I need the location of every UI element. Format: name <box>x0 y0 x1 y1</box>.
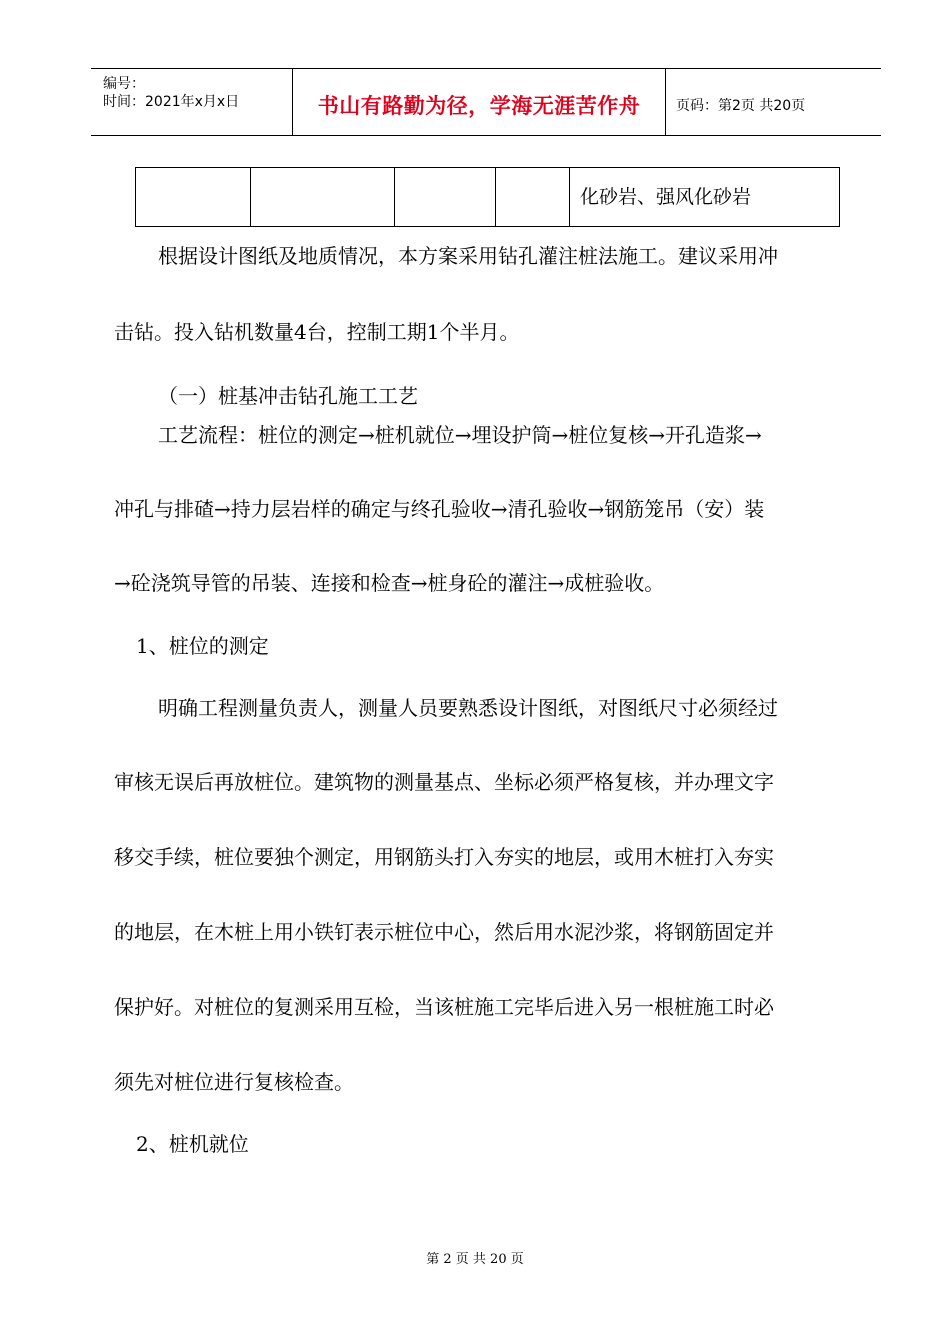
flow-line-2: 冲孔与排碴→持力层岩样的确定与终孔验收→清孔验收→钢筋笼吊（安）装 <box>114 497 765 521</box>
item1-line-1: 明确工程测量负责人，测量人员要熟悉设计图纸，对图纸尺寸必须经过 <box>158 696 778 720</box>
header-motto: 书山有路勤为径，学海无涯苦作舟 <box>317 94 641 118</box>
table-row <box>136 168 840 227</box>
header-number: 编号： <box>103 76 145 92</box>
page-footer: 第 2 页 共 20 页 <box>426 1252 524 1267</box>
item1-line-3: 移交手续，桩位要独个测定，用钢筋头打入夯实的地层，或用木桩打入夯实 <box>114 845 774 869</box>
section-title: （一）桩基冲击钻孔施工工艺 <box>158 384 418 408</box>
item1-line-4: 的地层，在木桩上用小铁钉表示桩位中心，然后用水泥沙浆，将钢筋固定并 <box>114 920 774 944</box>
table-cell: 化砂岩、强风化砂岩 <box>570 168 840 227</box>
item2-title: 2、桩机就位 <box>136 1132 249 1156</box>
geology-table-continuation <box>135 167 840 227</box>
header-meta <box>91 69 293 135</box>
intro-line-2: 击钻。投入钻机数量4台，控制工期1个半月。 <box>114 320 520 344</box>
document-header <box>91 68 881 136</box>
table-cell <box>496 168 570 227</box>
table-cell <box>136 168 251 227</box>
flow-line-1: 工艺流程：桩位的测定→桩机就位→埋设护筒→桩位复核→开孔造浆→ <box>158 423 762 447</box>
intro-line-1: 根据设计图纸及地质情况，本方案采用钻孔灌注桩法施工。建议采用冲 <box>158 244 778 268</box>
item1-line-6: 须先对桩位进行复核检查。 <box>114 1070 354 1094</box>
item1-line-2: 审核无误后再放桩位。建筑物的测量基点、坐标必须严格复核，并办理文字 <box>114 770 774 794</box>
header-motto-cell <box>293 69 666 135</box>
table-cell <box>395 168 496 227</box>
item1-title: 1、桩位的测定 <box>136 634 269 658</box>
header-page-info: 页码：第2页 共20页 <box>676 98 806 114</box>
item1-line-5: 保护好。对桩位的复测采用互检，当该桩施工完毕后进入另一根桩施工时必 <box>114 995 774 1019</box>
table-cell <box>251 168 395 227</box>
flow-line-3: →砼浇筑导管的吊装、连接和检查→桩身砼的灌注→成桩验收。 <box>114 571 665 595</box>
header-time: 时间：2021年x月x日 <box>103 94 240 110</box>
